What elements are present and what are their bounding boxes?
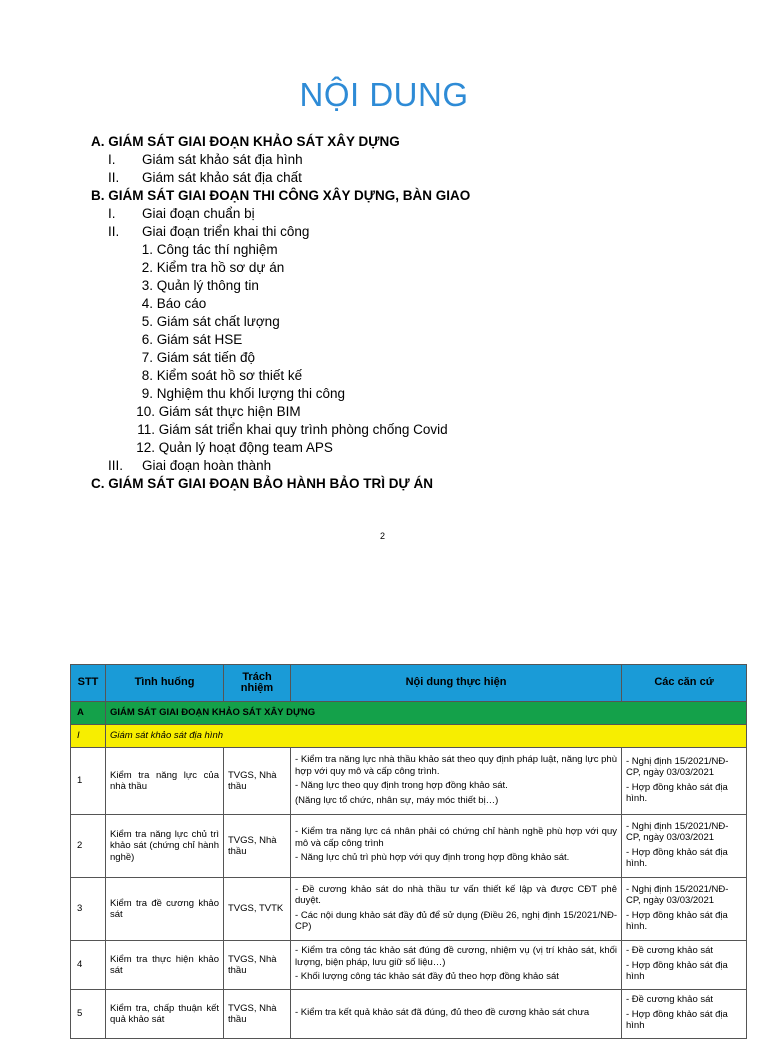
supervision-table: [70, 664, 747, 1039]
header-case: Tình huống: [106, 665, 224, 702]
toc-item: II. Giám sát khảo sát địa chất: [108, 170, 302, 185]
page-number: 2: [380, 531, 386, 541]
table-row: 2 Kiểm tra năng lực chủ trì khảo sát (chứng chỉ hành nghề) TVGS, Nhà thầu - Kiểm tra năng lực cá nhân phải có chứng chỉ hành nghề phù hợp với quy mô và cấp công trình - Năng lực chủ trì phù hợp với quy định trong hợp đồng khảo sát. - Nghị định 15/2021/NĐ-CP, ngày 03/03/2021 - Hợp đồng khảo sát địa hình.: [71, 815, 747, 878]
table-header-row: [71, 665, 747, 702]
toc-subitem: 8. Kiểm soát hồ sơ thiết kế: [141, 368, 303, 383]
toc-subitem: 3. Quản lý thông tin: [141, 278, 259, 293]
toc-subitem: 6. Giám sát HSE: [141, 332, 243, 347]
toc-subitem: 4. Báo cáo: [141, 296, 207, 311]
group-row-a: A GIÁM SÁT GIAI ĐOẠN KHẢO SÁT XÂY DỰNG: [71, 702, 747, 725]
toc-item: III. Giai đoạn hoàn thành: [108, 458, 272, 473]
table-row: 5 Kiểm tra, chấp thuận kết quả khảo sát TVGS, Nhà thầu - Kiểm tra kết quả khảo sát đã đúng, đủ theo đề cương khảo sát chưa - Đề cương khảo sát - Hợp đồng khảo sát địa hình: [71, 990, 747, 1039]
toc-item: I. Giai đoạn chuẩn bị: [108, 206, 255, 221]
toc-subitem: 2. Kiểm tra hồ sơ dự án: [141, 260, 285, 275]
toc-section-c: C. GIÁM SÁT GIAI ĐOẠN BẢO HÀNH BẢO TRÌ DỰ ÁN: [91, 476, 433, 491]
toc-subitem: 7. Giám sát tiến độ: [141, 350, 256, 365]
toc-item: II. Giai đoạn triển khai thi công: [108, 224, 310, 239]
header-basis: Các căn cứ: [622, 665, 747, 702]
toc-subitem: 1. Công tác thí nghiệm: [141, 242, 278, 257]
toc-section-b: B. GIÁM SÁT GIAI ĐOẠN THI CÔNG XÂY DỰNG, BÀN GIAO: [91, 188, 471, 203]
toc-item: I. Giám sát khảo sát địa hình: [108, 152, 303, 167]
header-stt: STT: [71, 665, 106, 702]
toc-subitem: 5. Giám sát chất lượng: [141, 314, 280, 329]
toc-section-a: A. GIÁM SÁT GIAI ĐOẠN KHẢO SÁT XÂY DỰNG: [91, 134, 400, 149]
table-row: 1 Kiểm tra năng lực của nhà thầu TVGS, Nhà thầu - Kiểm tra năng lực nhà thầu khảo sát theo quy định pháp luật, năng lực phù hợp với quy mô và cấp công trình. - Năng lực theo quy định trong hợp đồng khảo sát. (Năng lực tổ chức, nhân sự, máy móc thiết bị…) - Nghị định 15/2021/NĐ-CP, ngày 03/03/2021 - Hợp đồng khảo sát địa hình.: [71, 748, 747, 815]
header-content: Nội dung thực hiện: [291, 665, 622, 702]
toc-subitem: 9. Nghiệm thu khối lượng thi công: [141, 386, 346, 401]
toc-subitem: 10. Giám sát thực hiện BIM: [136, 404, 301, 419]
toc-subitem: 11. Giám sát triển khai quy trình phòng chống Covid: [137, 422, 448, 437]
toc-subitem: 12. Quản lý hoạt động team APS: [136, 440, 333, 455]
header-responsibility: Trách nhiệm: [224, 665, 291, 702]
table-row: 3 Kiểm tra đề cương khảo sát TVGS, TVTK - Đề cương khảo sát do nhà thầu tư vấn thiết kế lập và được CĐT phê duyệt. - Các nội dung khảo sát đầy đủ để sử dụng (Điều 26, nghị định 15/2021/NĐ-CP) - Nghị định 15/2021/NĐ-CP, ngày 03/03/2021 - Hợp đồng khảo sát địa hình.: [71, 878, 747, 941]
group-row-i: I Giám sát khảo sát địa hình: [71, 725, 747, 748]
table-row: 4 Kiểm tra thực hiện khảo sát TVGS, Nhà thầu - Kiểm tra công tác khảo sát đúng đề cương, nhiệm vụ (vị trí khảo sát, khối lượng, biện pháp, lưu giữ số liệu…) - Khối lượng công tác khảo sát đầy đủ theo hợp đồng khảo sát - Đề cương khảo sát - Hợp đồng khảo sát địa hình: [71, 941, 747, 990]
page-title: NỘI DUNG: [299, 76, 469, 113]
